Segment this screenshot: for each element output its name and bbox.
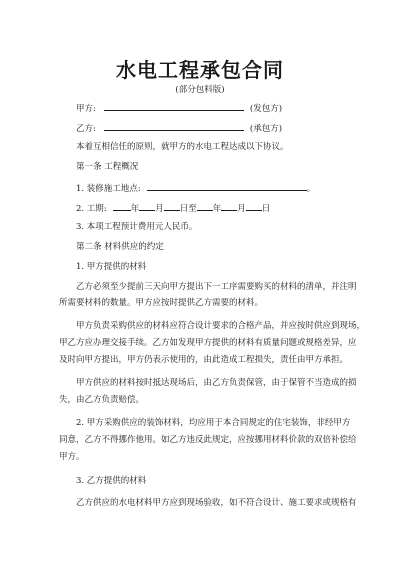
- para1-line2: 所需要材料的数量。甲方应按时提供乙方需要的材料。: [59, 298, 264, 308]
- site-address-label: 1. 装修施工地点:: [76, 184, 141, 194]
- construction-period-line: [76, 201, 270, 215]
- para4-line3: 甲方。: [59, 452, 85, 462]
- start-day-label: 日至: [179, 204, 197, 214]
- document-subtitle: (部分包料版): [175, 85, 225, 95]
- site-address-blank: [147, 181, 307, 191]
- start-day-blank: [164, 201, 180, 211]
- site-address-line: [76, 181, 315, 195]
- start-year-blank: [113, 201, 131, 211]
- end-month-blank: [221, 201, 237, 211]
- para4-line2: 同意，乙方不得挪作他用。如乙方违反此规定，应按挪用材料价款的双倍补偿给: [59, 435, 357, 445]
- para5-line1: 乙方供应的水电材料甲方应到现场验收，如不符合设计、施工要求或规格有: [76, 498, 357, 508]
- end-day-label: 日: [261, 204, 271, 214]
- end-year-blank: [197, 201, 213, 211]
- end-month-label: 月: [237, 204, 246, 214]
- end-year-label: 年: [212, 204, 222, 214]
- party-b-label: 乙方:: [76, 124, 96, 134]
- para2-line1: 甲方负责采购供应的材料应符合设计要求的合格产品，并应按时供应到现场，: [76, 321, 366, 331]
- para2-line3: 及时向甲方提出，甲方仍表示使用的，由此造成工程损失，责任由甲方承担。: [59, 355, 349, 365]
- party-b-suffix: (承包方): [249, 124, 283, 134]
- document-title: 水电工程承包合同: [116, 58, 284, 82]
- article-1-heading: 第一条 工程概况: [76, 162, 139, 172]
- site-address-end: 。: [306, 184, 316, 194]
- party-a-label: 甲方:: [76, 104, 96, 114]
- para1-line1: 乙方必须至少提前三天向甲方提出下一工序需要购买的材料的清单，并注明: [76, 282, 357, 292]
- article-2-heading: 第二条 材料供应的约定: [76, 242, 164, 252]
- para3-line1: 甲方供应的材料按时抵达现场后，由乙方负责保管，由于保管不当造成的损: [76, 378, 357, 388]
- para3-line2: 失，由乙方负责赔偿。: [59, 395, 145, 405]
- estimated-cost-line: 3. 本项工程预计费用元人民币。: [76, 222, 198, 232]
- party-a-suffix: (发包方): [249, 104, 283, 114]
- start-month-label: 月: [155, 204, 164, 214]
- start-month-blank: [139, 201, 155, 211]
- para4-line1: 2. 甲方采购供应的装饰材料，均应用于本合同规定的住宅装饰，非经甲方: [76, 418, 351, 428]
- subsection-party-a-materials: 1. 甲方提供的材料: [76, 262, 147, 272]
- para2-line2: 甲乙方应办理交接手续。乙方如发现甲方提供的材料有质量问题或规格差异，应: [59, 338, 357, 348]
- subsection-party-b-materials: 3. 乙方提供的材料: [76, 476, 147, 486]
- party-a-blank: [104, 101, 244, 111]
- start-year-label: 年: [130, 204, 140, 214]
- end-day-blank: [246, 201, 262, 211]
- preamble: 本着互相信任的原则，就甲方的水电工程达成以下协议。: [76, 142, 289, 152]
- period-label: 2. 工期:: [76, 204, 107, 214]
- party-b-line: [76, 121, 282, 135]
- party-a-line: [76, 101, 282, 115]
- party-b-blank: [104, 121, 244, 131]
